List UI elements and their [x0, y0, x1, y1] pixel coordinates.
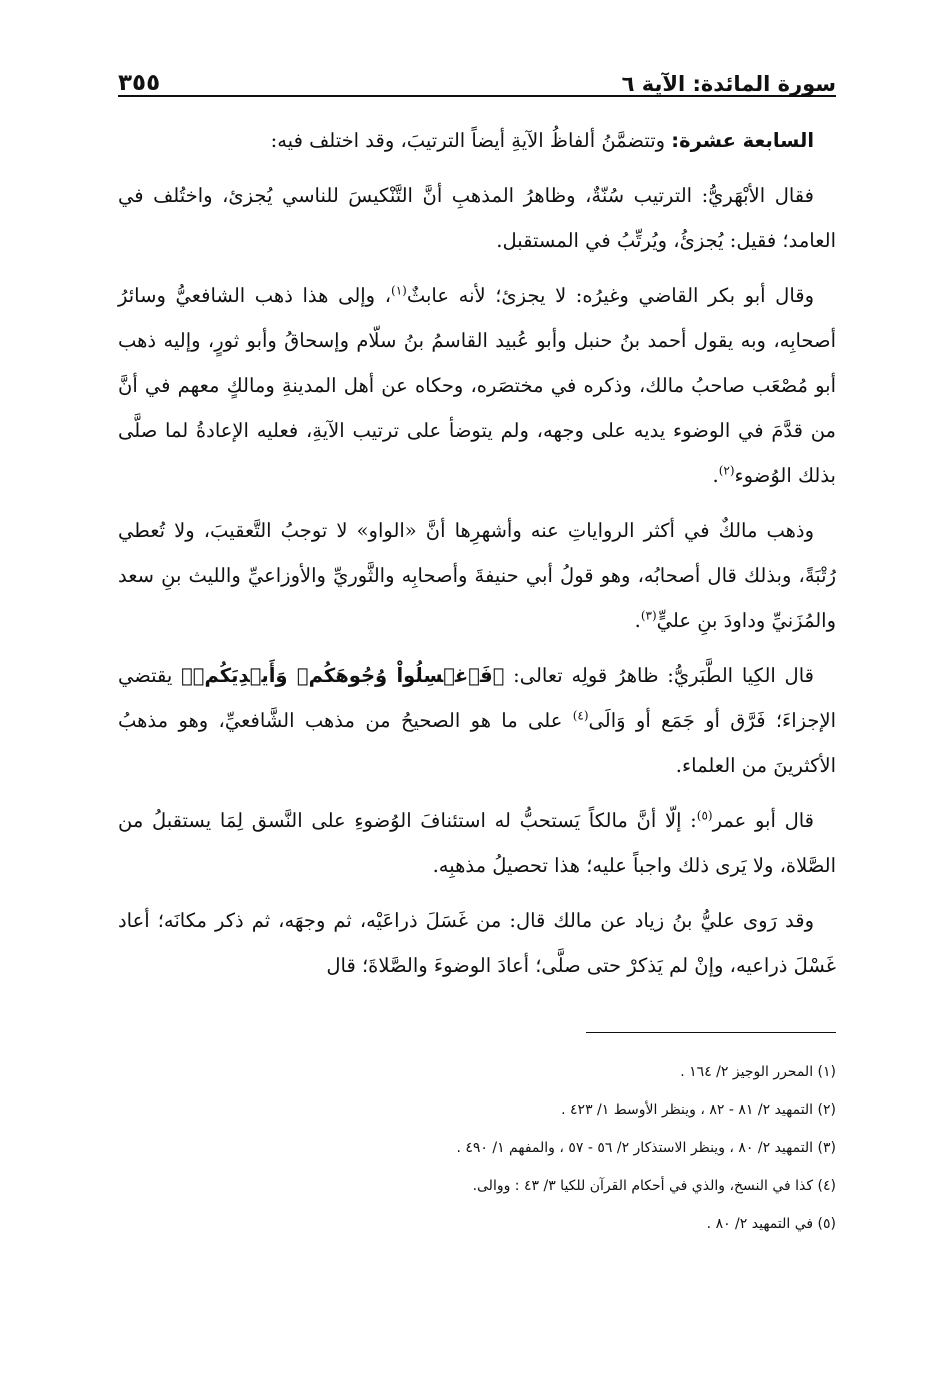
- main-text: [118, 118, 836, 998]
- paragraph-text: ، وإلى هذا ذهب الشافعيُّ وسائرُ أصحابِه، وبه يقول أحمد بنُ حنبل وأبو عُبيد القاسمُ بنُ سلّام وإسحاقُ وأبو ثورٍ، وإليه ذهب أبو مُصْعَب صاحبُ مالك، وذكره في مختصَره، وحكاه عن أهل المدينةِ ومالكٍ معهم في أنَّ من قدَّمَ في الوضوء يديه على وجهه، ولم يتوضأ على ترتيب الآيةِ، فعليه الإعادةُ لما صلَّى بذلك الوُضوء: [118, 284, 836, 487]
- running-title: سورة المائدة: الآية ٦: [621, 72, 836, 96]
- paragraph-text: : إلّا أنَّ مالكاً يَستحبُّ له استئنافَ الوُضوءِ على النَّسق لِمَا يستقبلُ من الصَّلاة، ولا يَرى ذلك واجباً عليه؛ هذا تحصيلُ مذهبِه.: [118, 809, 836, 877]
- footnote-5: (٥) في التمهيد ٢/ ٨٠ .: [706, 1216, 836, 1232]
- footnote-1: (١) المحرر الوجيز ٢/ ١٦٤ .: [680, 1064, 836, 1080]
- footnote-ref-2[interactable]: (٢): [718, 463, 735, 478]
- paragraph-text: .: [712, 464, 719, 487]
- footnote-ref-4[interactable]: (٤): [572, 708, 589, 723]
- paragraph-text: وذهب مالكٌ في أكثر الرواياتِ عنه وأشهرِها أنَّ «الواو» لا توجبُ التَّعقيبَ، ولا تُعطي رُتْبَةً، وبذلك قال أصحابُه، وهو قولُ أبي حنيفةَ وأصحابِه والثَّوريِّ والأوزاعيِّ والليث بنِ سعد والمُزَنيِّ وداودَ بنِ عليٍّ: [118, 519, 836, 632]
- footnote-separator: [586, 1032, 836, 1033]
- paragraph-malik: [118, 508, 836, 643]
- paragraph-ali-bin-ziyad: [118, 898, 836, 988]
- paragraph-text: يقتضي الإجزاءَ؛ فَرَّق أو جَمَع أو وَالَى: [118, 664, 836, 732]
- paragraph-kiya: [118, 653, 836, 788]
- paragraph-abhari: [118, 173, 836, 263]
- footnote-ref-5[interactable]: (٥): [696, 808, 713, 823]
- paragraph-text: قال الكِيا الطَّبَريُّ: ظاهرُ قولِه تعالى:: [504, 664, 814, 687]
- paragraph-text: فقال الأبْهَريُّ: الترتيب سُنّةٌ، وظاهرُ المذهبِ أنَّ التَّنْكيسَ للناسي يُجزئ، واختُلف في العامد؛ فقيل: يُجزئُ، ويُرتِّبُ في المستقبل.: [118, 184, 836, 252]
- paragraph-text: على ما هو الصحيحُ من مذهب الشَّافعيِّ، وهو مذهبُ الأكثرينَ من العلماء.: [118, 709, 836, 777]
- paragraph-abu-umar: [118, 798, 836, 888]
- paragraph-text: قال أبو عمر: [712, 809, 814, 832]
- page-header: [118, 56, 836, 96]
- paragraph-seventeenth: [118, 118, 836, 163]
- footnote-ref-1[interactable]: (١): [391, 283, 407, 298]
- paragraph-text: وتتضمَّنُ ألفاظُ الآيةِ أيضاً الترتيبَ، وقد اختلف فيه:: [270, 129, 672, 152]
- section-lead: السابعة عشرة:: [671, 129, 814, 152]
- paragraph-abu-bakr: [118, 273, 836, 498]
- footnote-4: (٤) كذا في النسخ، والذي في أحكام القرآن للكيا ٣/ ٤٣ : ووالى.: [472, 1178, 836, 1194]
- paragraph-text: وقد رَوى عليُّ بنُ زياد عن مالك قال: من غَسَلَ ذراعَيْه، ثم وجهَه، ثم ذكر مكانَه؛ أعاد غَسْلَ ذراعيه، وإنْ لم يَذكرْ حتى صلَّى؛ أعادَ الوضوءَ والصَّلاةَ؛ قال: [118, 909, 836, 977]
- footnote-3: (٣) التمهيد ٢/ ٨٠ ، وينظر الاستذكار ٢/ ٥٦ - ٥٧ ، والمفهم ١/ ٤٩٠ .: [456, 1140, 836, 1156]
- paragraph-text: .: [634, 609, 641, 632]
- paragraph-text: وقال أبو بكر القاضي وغيرُه: لا يجزئ؛ لأنه عابثٌ: [406, 284, 815, 307]
- page-number: ٣٥٥: [118, 70, 161, 96]
- footnotes: [118, 1060, 836, 1250]
- header-rule: [118, 95, 836, 97]
- quran-quote: ﴿فَٱغۡسِلُواْ وُجُوهَكُمۡ وَأَيۡدِيَكُمۡ﴾: [181, 664, 505, 687]
- footnote-2: (٢) التمهيد ٢/ ٨١ - ٨٢ ، وينظر الأوسط ١/ ٤٢٣ .: [561, 1102, 836, 1118]
- footnote-ref-3[interactable]: (٣): [640, 608, 657, 623]
